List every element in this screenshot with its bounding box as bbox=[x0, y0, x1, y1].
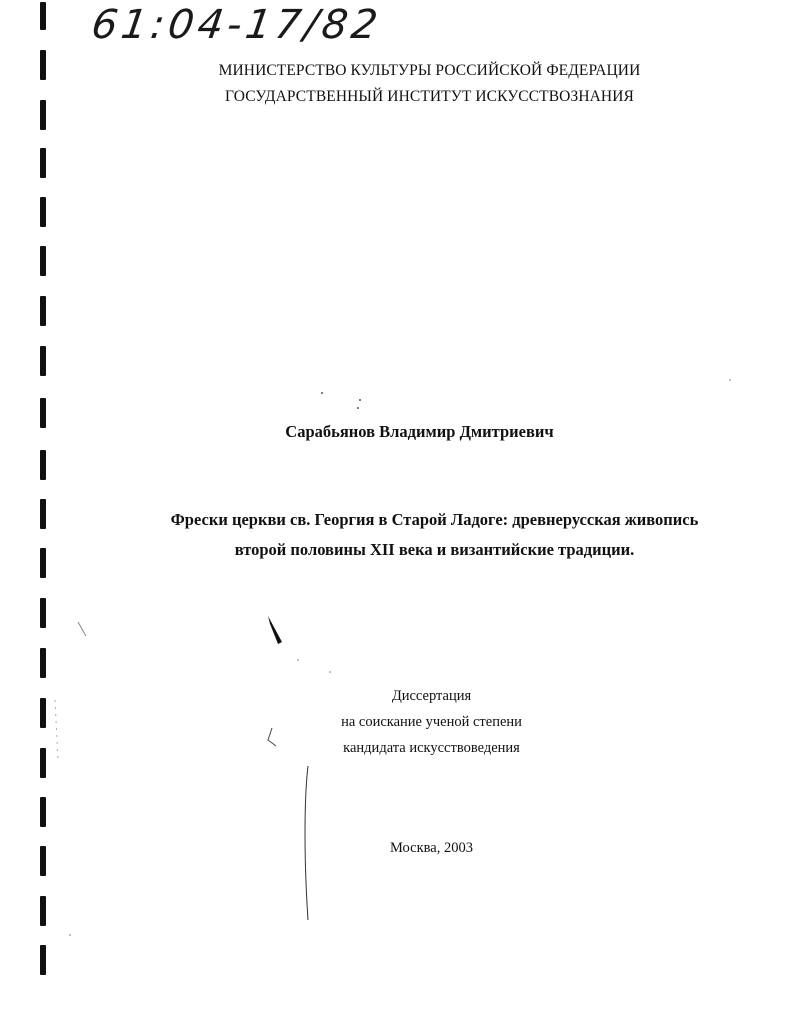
binding-mark bbox=[40, 945, 46, 975]
scan-speck bbox=[69, 934, 71, 936]
degree-field: кандидата искусствоведения bbox=[343, 740, 520, 756]
binding-mark bbox=[40, 896, 46, 926]
scan-speck bbox=[329, 671, 331, 673]
binding-mark bbox=[40, 2, 46, 30]
institute-heading: ГОСУДАРСТВЕННЫЙ ИНСТИТУТ ИСКУССТВОЗНАНИЯ bbox=[225, 88, 634, 105]
binding-mark bbox=[40, 148, 46, 178]
binding-mark bbox=[40, 246, 46, 276]
handwritten-catalog-number: 61:04-17/82 bbox=[88, 2, 385, 48]
scan-speck bbox=[297, 659, 299, 661]
scan-speck bbox=[268, 616, 282, 644]
author-name: Сарабьянов Владимир Дмитриевич bbox=[285, 422, 554, 441]
binding-mark bbox=[40, 648, 46, 678]
ministry-heading: МИНИСТЕРСТВО КУЛЬТУРЫ РОССИЙСКОЙ ФЕДЕРАЦИИ bbox=[218, 62, 641, 79]
binding-mark bbox=[40, 296, 46, 326]
binding-mark bbox=[40, 450, 46, 480]
scan-speck bbox=[729, 379, 731, 381]
binding-mark bbox=[40, 797, 46, 827]
binding-mark bbox=[40, 346, 46, 376]
scan-speck bbox=[359, 399, 361, 401]
dissertation-title-line-1: Фрески церкви св. Георгия в Старой Ладоге: древнерусская живопись bbox=[170, 510, 699, 529]
degree-purpose: на соискание ученой степени bbox=[341, 714, 522, 730]
dissertation-title-line-2: второй половины XII века и византийские традиции. bbox=[234, 540, 635, 559]
place-and-date: Москва, 2003 bbox=[390, 840, 473, 856]
scan-speck bbox=[357, 407, 359, 409]
degree-label: Диссертация bbox=[391, 688, 472, 704]
scan-stroke bbox=[78, 622, 86, 636]
binding-mark bbox=[40, 598, 46, 628]
scan-speck bbox=[321, 392, 323, 394]
binding-mark bbox=[40, 197, 46, 227]
